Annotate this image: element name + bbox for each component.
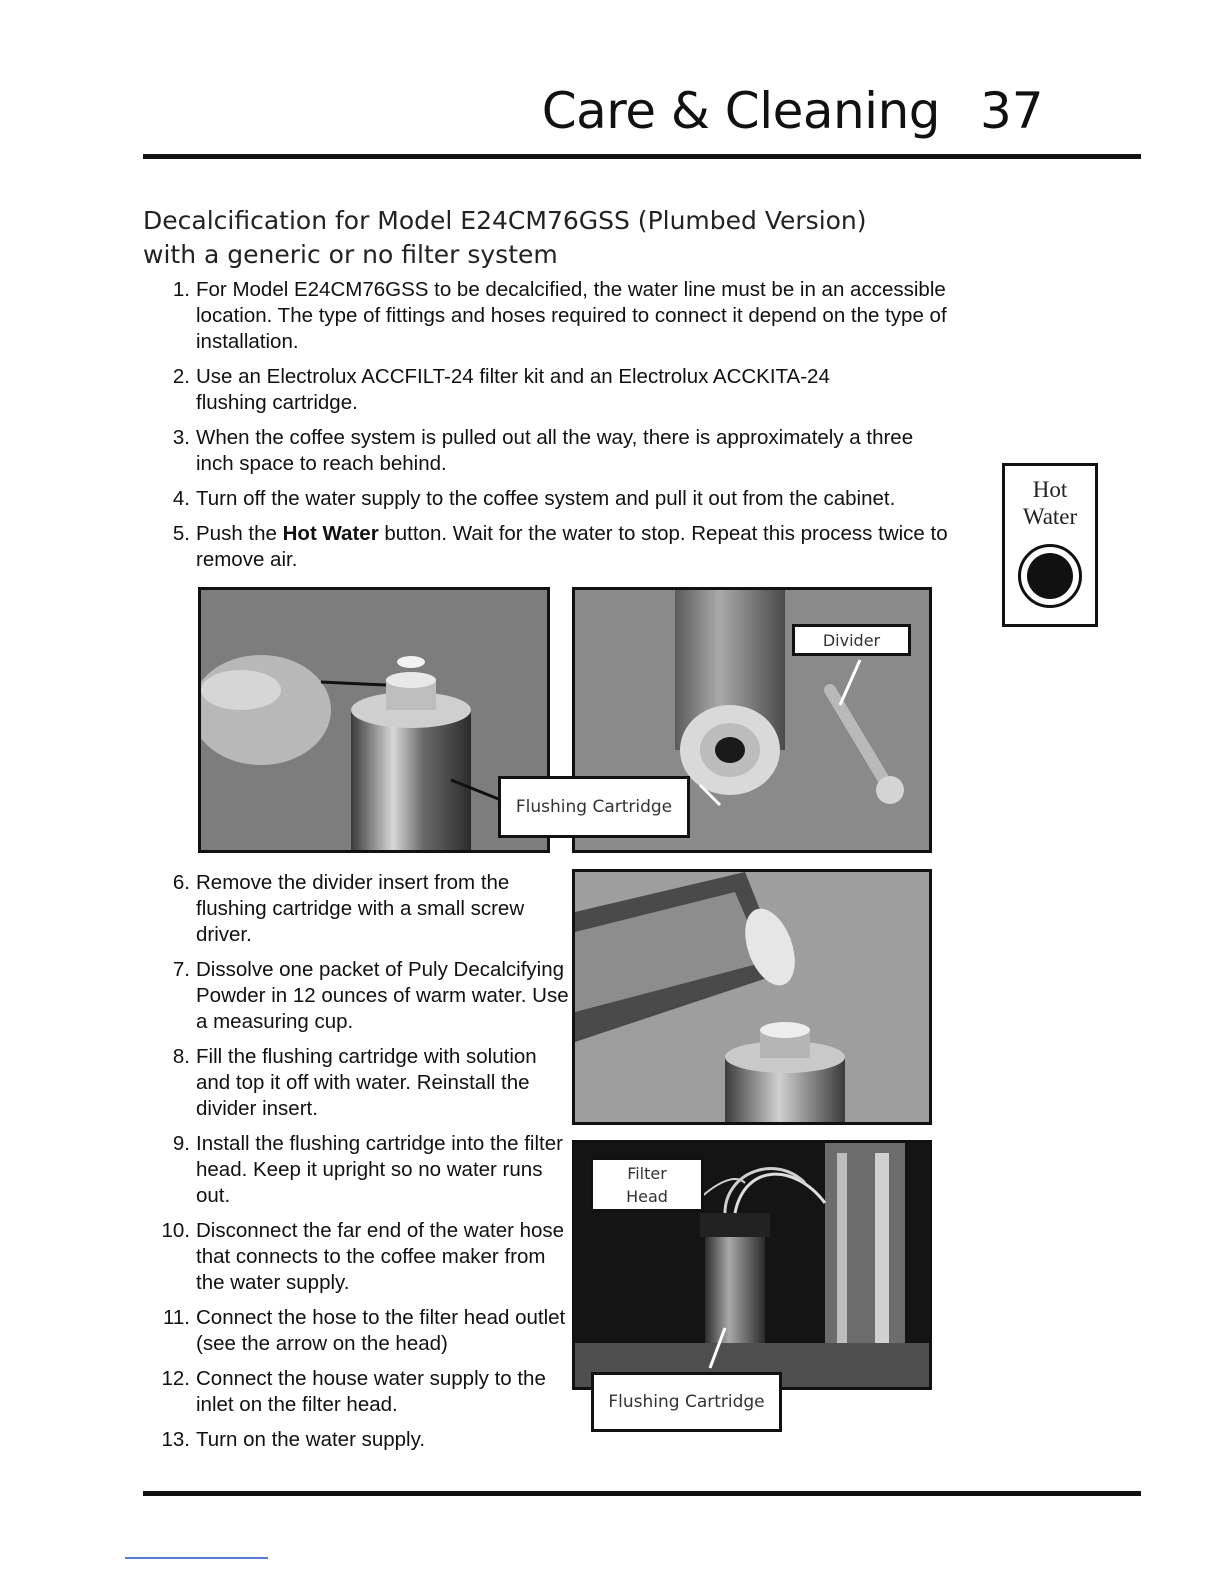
- steps-list-top: [160, 277, 950, 582]
- section-title: Decalcification for Model E24CM76GSS (Plumbed Version) with a generic or no filter system: [143, 206, 867, 269]
- page-number: 37: [980, 82, 1044, 140]
- header-rule: [143, 154, 1141, 159]
- step-item: 10. Disconnect the far end of the water hose that connects to the coffee maker from the water supply.: [161, 1219, 565, 1294]
- footer-link-underline: [125, 1557, 268, 1559]
- step-item: 6. Remove the divider insert from the flushing cartridge with a small screw driver.: [172, 871, 525, 946]
- callout-filter-head: Filter Head: [590, 1157, 704, 1212]
- callout-divider: Divider: [792, 624, 911, 656]
- step-item: 11. Connect the hose to the filter head outlet (see the arrow on the head): [163, 1306, 566, 1355]
- round-button-icon: [1018, 544, 1082, 608]
- cartridge-hand-illustration: [201, 590, 547, 850]
- step-item: 13. Turn on the water supply.: [161, 1428, 426, 1451]
- step-item: 2. Use an Electrolux ACCFILT-24 filter kit and an Electrolux ACCKITA-24 flushing cartridge.: [172, 365, 830, 414]
- step-item: 3. When the coffee system is pulled out all the way, there is approximately a three inch space to reach behind.: [172, 426, 914, 475]
- step-item: 8. Fill the flushing cartridge with solution and top it off with water. Reinstall the divider insert.: [172, 1045, 537, 1120]
- callout-flushing-cartridge: Flushing Cartridge: [498, 776, 690, 838]
- steps-list-bottom: [160, 870, 570, 1462]
- step-item: 7. Dissolve one packet of Puly Decalcifying Powder in 12 ounces of warm water. Use a measuring cup.: [172, 958, 569, 1033]
- step-item: 9. Install the flushing cartridge into the filter head. Keep it upright so no water runs out.: [172, 1132, 563, 1207]
- step-item: 12. Connect the house water supply to the inlet on the filter head.: [161, 1367, 546, 1416]
- step-item: 5. Push the Hot Water button. Wait for the water to stop. Repeat this process twice to remove air.: [172, 522, 948, 571]
- callout-flushing-cartridge-2: Flushing Cartridge: [591, 1372, 782, 1432]
- hot-water-label: Hot Water: [1022, 477, 1078, 529]
- step-item: 1. For Model E24CM76GSS to be decalcified, the water line must be in an accessible location. The type of fittings and hoses required to connect it depend on the type of installation.: [172, 278, 947, 353]
- photo-pouring-solution: [572, 869, 932, 1125]
- hot-water-button-icon: [1002, 463, 1098, 627]
- page-title: Care & Cleaning: [541, 82, 940, 140]
- pouring-illustration: [575, 872, 929, 1122]
- step-item: 4. Turn off the water supply to the coffee system and pull it out from the cabinet.: [172, 487, 896, 510]
- footer-rule: [143, 1491, 1141, 1496]
- hot-water-bold: Hot Water: [282, 522, 379, 545]
